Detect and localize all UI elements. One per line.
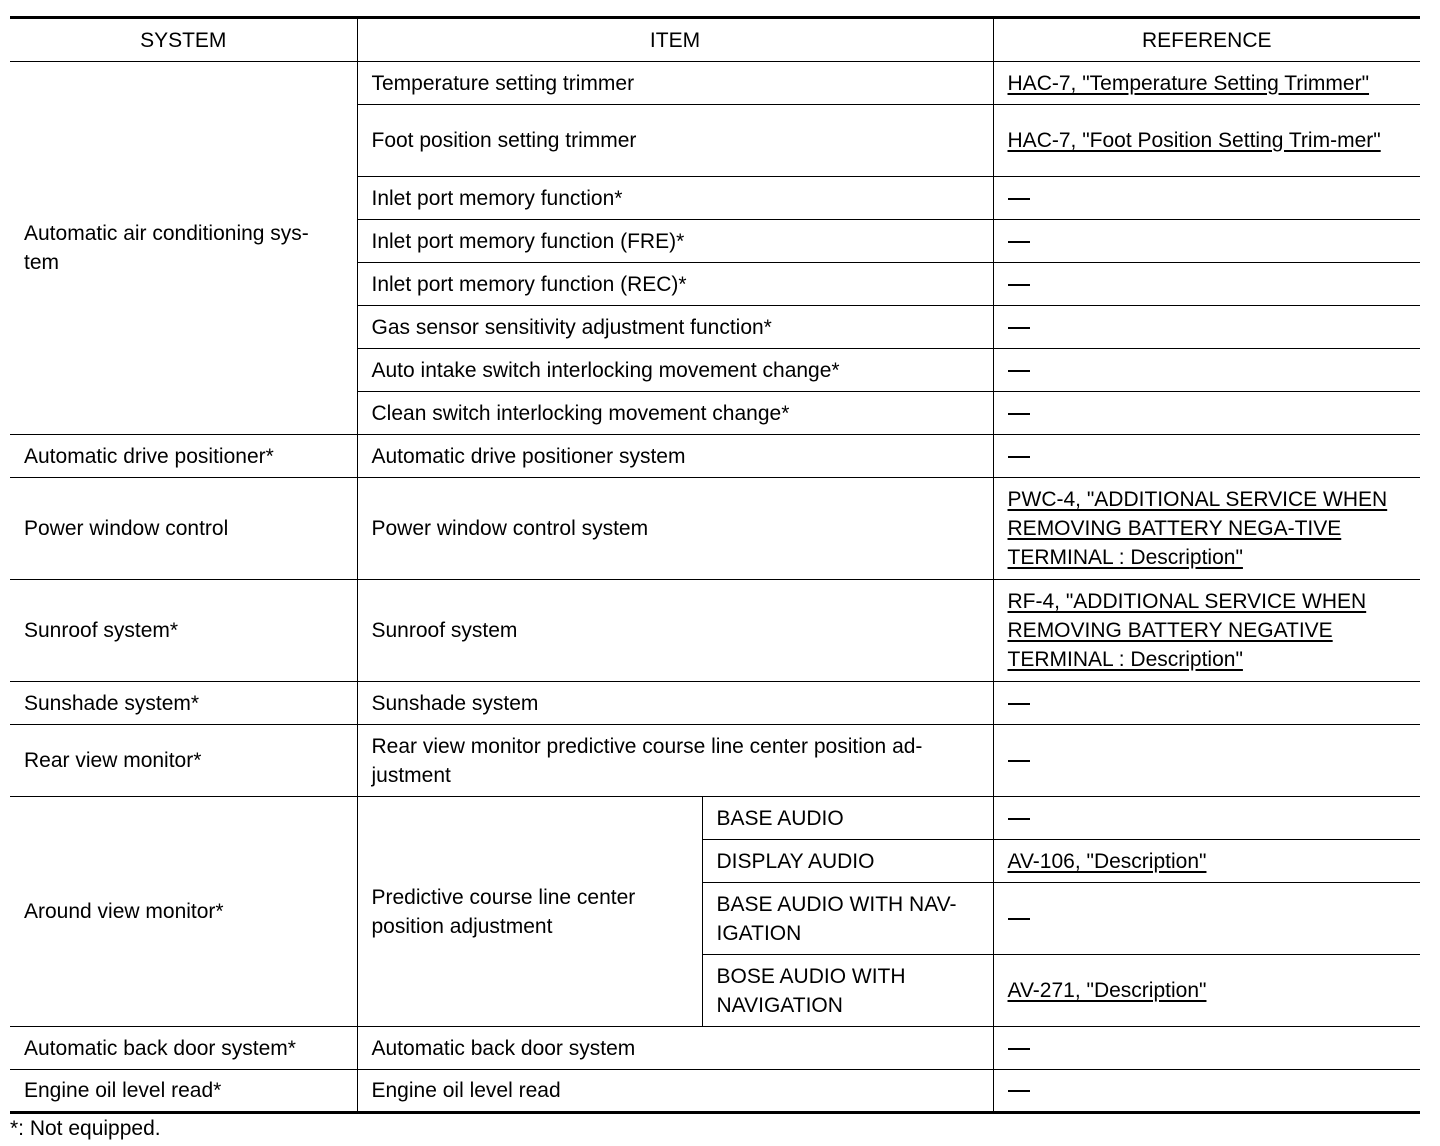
reference-cell [993, 1027, 1420, 1070]
header-row [10, 18, 1420, 62]
reference-link[interactable]: PWC-4, "ADDITIONAL SERVICE WHEN REMOVING BATTERY NEGA-TIVE TERMINAL : Description" [1007, 488, 1388, 569]
dash-mark [1008, 760, 1030, 762]
item-cell: Power window control system [357, 478, 993, 580]
system-cell: Automatic drive positioner* [10, 435, 357, 478]
reference-cell [993, 435, 1420, 478]
dash-mark [1008, 456, 1030, 458]
item-cell: Sunroof system [357, 580, 993, 682]
system-cell: Sunroof system* [10, 580, 357, 682]
reference-link[interactable]: AV-106, "Description" [1007, 849, 1207, 873]
item-cell: Clean switch interlocking movement change* [357, 392, 993, 435]
reference-cell [993, 263, 1420, 306]
table-row [10, 682, 1420, 725]
reference-cell [993, 955, 1420, 1027]
table-row [10, 478, 1420, 580]
sub-item-cell: BOSE AUDIO WITH NAVIGATION [702, 955, 993, 1027]
item-cell: Automatic back door system [357, 1027, 993, 1070]
item-cell: Auto intake switch interlocking movement change* [357, 349, 993, 392]
dash-mark [1008, 241, 1030, 243]
item-cell: Rear view monitor predictive course line center position ad-justment [357, 725, 993, 797]
item-cell: Temperature setting trimmer [357, 62, 993, 105]
footnote: *: Not equipped. [10, 1117, 161, 1140]
dash-mark [1008, 1090, 1030, 1092]
dash-mark [1008, 703, 1030, 705]
dash-mark [1008, 918, 1030, 920]
reference-cell [993, 105, 1420, 177]
reference-cell [993, 883, 1420, 955]
item-cell: Inlet port memory function (FRE)* [357, 220, 993, 263]
reference-cell [993, 220, 1420, 263]
item-cell: Automatic drive positioner system [357, 435, 993, 478]
table-row [10, 797, 1420, 840]
item-cell: Predictive course line center position adjustment [357, 797, 702, 1027]
table-row [10, 580, 1420, 682]
item-cell: Inlet port memory function* [357, 177, 993, 220]
reference-cell [993, 725, 1420, 797]
reference-link[interactable]: HAC-7, "Temperature Setting Trimmer" [1007, 71, 1370, 95]
reference-cell [993, 349, 1420, 392]
system-cell: Automatic air conditioning sys-tem [10, 62, 357, 435]
item-cell: Foot position setting trimmer [357, 105, 993, 177]
dash-mark [1008, 413, 1030, 415]
item-cell: Sunshade system [357, 682, 993, 725]
reference-link[interactable]: AV-271, "Description" [1007, 979, 1207, 1002]
system-cell: Rear view monitor* [10, 725, 357, 797]
system-reference-table [10, 16, 1420, 1114]
system-cell: Engine oil level read* [10, 1070, 357, 1113]
item-cell: Engine oil level read [357, 1070, 993, 1113]
header-system: SYSTEM [10, 18, 357, 62]
header-reference: REFERENCE [993, 18, 1420, 62]
reference-cell [993, 1070, 1420, 1113]
reference-cell [993, 797, 1420, 840]
dash-mark [1008, 818, 1030, 820]
dash-mark [1008, 198, 1030, 200]
reference-cell [993, 580, 1420, 682]
reference-cell [993, 478, 1420, 580]
reference-cell [993, 682, 1420, 725]
reference-link[interactable]: RF-4, "ADDITIONAL SERVICE WHEN REMOVING BATTERY NEGATIVE TERMINAL : Description" [1007, 590, 1367, 671]
dash-mark [1008, 370, 1030, 372]
dash-mark [1008, 1048, 1030, 1050]
table-row [10, 62, 1420, 105]
sub-item-cell: BASE AUDIO [702, 797, 993, 840]
dash-mark [1008, 327, 1030, 329]
reference-link[interactable]: HAC-7, "Foot Position Setting Trim-mer" [1007, 129, 1381, 152]
sub-item-cell: DISPLAY AUDIO [702, 840, 993, 883]
table-row [10, 725, 1420, 797]
system-cell: Automatic back door system* [10, 1027, 357, 1070]
reference-cell [993, 306, 1420, 349]
sub-item-cell: BASE AUDIO WITH NAV-IGATION [702, 883, 993, 955]
item-cell: Inlet port memory function (REC)* [357, 263, 993, 306]
reference-cell [993, 177, 1420, 220]
reference-cell [993, 62, 1420, 105]
reference-cell [993, 840, 1420, 883]
reference-cell [993, 392, 1420, 435]
system-cell: Sunshade system* [10, 682, 357, 725]
system-cell: Around view monitor* [10, 797, 357, 1027]
system-cell: Power window control [10, 478, 357, 580]
dash-mark [1008, 284, 1030, 286]
header-item: ITEM [357, 18, 993, 62]
table-row [10, 1027, 1420, 1070]
item-cell: Gas sensor sensitivity adjustment function* [357, 306, 993, 349]
table-row [10, 435, 1420, 478]
table-row [10, 1070, 1420, 1113]
